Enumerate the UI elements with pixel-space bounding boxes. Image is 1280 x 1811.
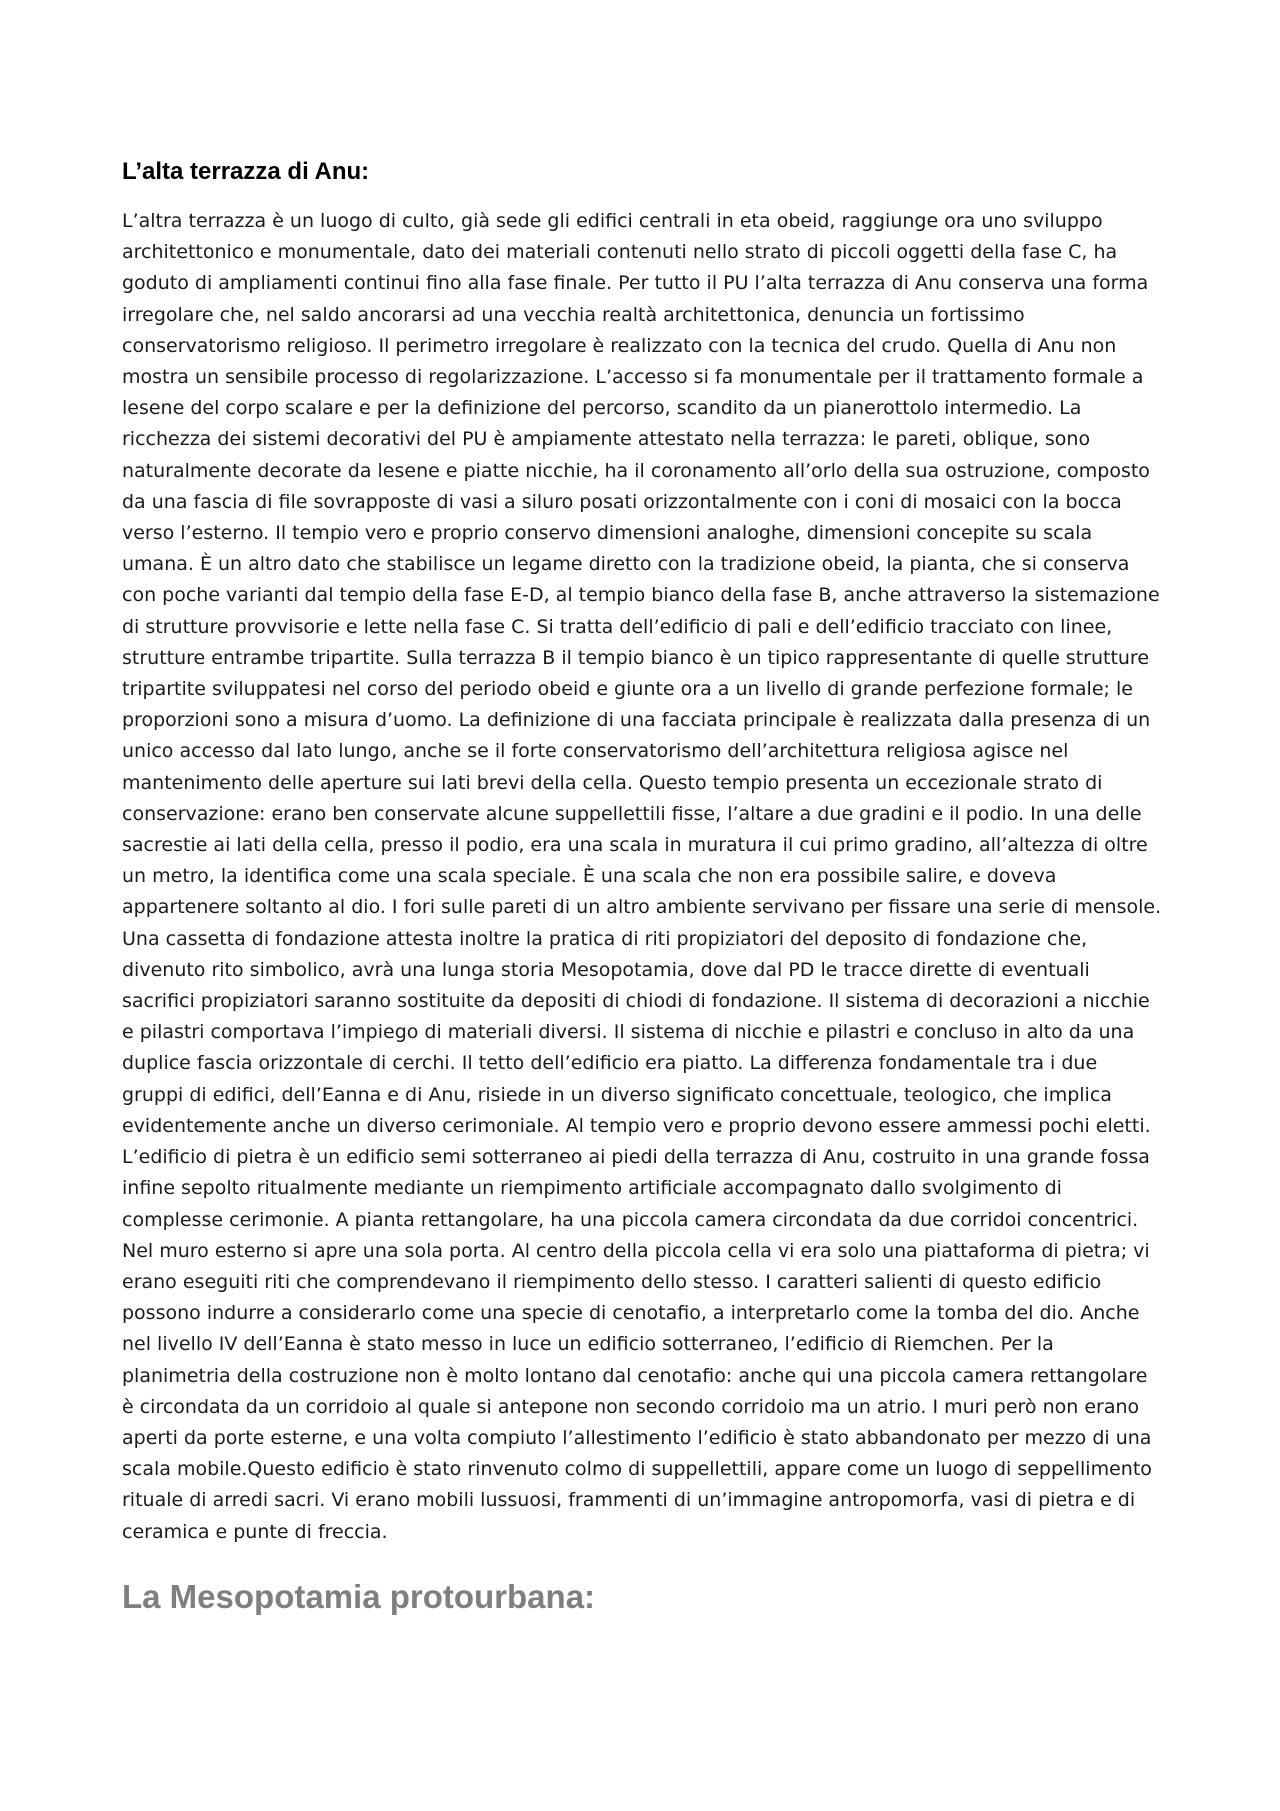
- chapter-heading: La Mesopotamia protourbana:: [122, 1577, 596, 1615]
- body-paragraph: L’altra terrazza è un luogo di culto, già sede gli edifici centrali in eta obeid, raggiunge ora uno sviluppo architettonico e monumentale, dato dei materiali contenuti nello strato di piccoli oggetti della fase C, ha goduto di ampliamenti continui fino alla fase finale. Per tutto il PU l’alta terrazza di Anu conserva una forma irregolare che, nel saldo ancorarsi ad una vecchia realtà architettonica, denuncia un fortissimo conservatorismo religioso. Il perimetro irregolare è realizzato con la tecnica del crudo. Quella di Anu non mostra un sensibile processo di regolarizzazione. L’accesso si fa monumentale per il trattamento formale a lesene del corpo scalare e per la definizione del percorso, scandito da un pianerottolo intermedio. La ricchezza dei sistemi decorativi del PU è ampiamente attestato nella terrazza: le pareti, oblique, sono naturalmente decorate da lesene e piatte nicchie, ha il coronamento all’orlo della sua ostruzione, composto da una fascia di file sovrapposte di vasi a siluro posati orizzontalmente con i coni di mosaici con la bocca verso l’esterno. Il tempio vero e proprio conservo dimensioni analoghe, dimensioni concepite su scala umana. È un altro dato che stabilisce un legame diretto con la tradizione obeid, la pianta, che si conserva con poche varianti dal tempio della fase E-D, al tempio bianco della fase B, anche attraverso la sistemazione di strutture provvisorie e lette nella fase C. Si tratta dell’edificio di pali e dell’edificio tracciato con linee, strutture entrambe tripartite. Sulla terrazza B il tempio bianco è un tipico rappresentante di quelle strutture tripartite sviluppatesi nel corso del periodo obeid e giunte ora a un livello di grande perfezione formale; le proporzioni sono a misura d’uomo. La definizione di una facciata principale è realizzata dalla presenza di un unico accesso dal lato lungo, anche se il forte conservatorismo dell’architettura religiosa agisce nel mantenimento delle aperture sui lati brevi della cella. Questo tempio presenta un eccezionale strato di conservazione: erano ben conservate alcune suppellettili fisse, l’altare a due gradini e il podio. In una delle sacrestie ai lati della cella, presso il podio, era una scala in muratura il cui primo gradino, all’altezza di oltre un metro, la identifica come una scala speciale. È una scala che non era possibile salire, e doveva appartenere soltanto al dio. I fori sulle pareti di un altro ambiente servivano per fissare una serie di mensole. Una cassetta di fondazione attesta inoltre la pratica di riti propiziatori del deposito di fondazione che, divenuto rito simbolico, avrà una lunga storia Mesopotamia, dove dal PD le tracce dirette di eventuali sacrifici propiziatori saranno sostituite da depositi di chiodi di fondazione. Il sistema di decorazioni a nicchie e pilastri comportava l’impiego di materiali diversi. Il sistema di nicchie e pilastri e concluso in alto da una duplice fascia orizzontale di cerchi. Il tetto dell’edificio era piatto. La differenza fondamentale tra i due gruppi di edifici, dell’Eanna e di Anu, risiede in un diverso significato concettuale, teologico, che implica evidentemente anche un diverso cerimoniale. Al tempio vero e proprio devono essere ammessi pochi eletti. L’edificio di pietra è un edificio semi sotterraneo ai piedi della terrazza di Anu, costruito in una grande fossa infine sepolto ritualmente mediante un riempimento artificiale accompagnato dallo svolgimento di complesse cerimonie. A pianta rettangolare, ha una piccola camera circondata da due corridoi concentrici. Nel muro esterno si apre una sola porta. Al centro della piccola cella vi era solo una piattaforma di pietra; vi erano eseguiti riti che comprendevano il riempimento dello stesso. I caratteri salienti di questo edificio possono indurre a considerarlo come una specie di cenotafio, a interpretarlo come la tomba del dio. Anche nel livello IV dell’Eanna è stato messo in luce un edificio sotterraneo, l’edificio di Riemchen. Per la planimetria della costruzione non è molto lontano dal cenotafio: anche qui una piccola camera rettangolare è circondata da un corridoio al quale si antepone non secondo corridoio ma un atrio. I muri però non erano aperti da porte esterne, e una volta compiuto l’allestimento l’edificio è stato abbandonato per mezzo di una scala mobile.Questo edificio è stato rinvenuto colmo di suppellettili, appare come un luogo di seppellimento rituale di arredi sacri. Vi erano mobili lussuosi, frammenti di un’immagine antropomorfa, vasi di pietra e di ceramica e punte di freccia.: [122, 210, 1162, 1543]
- document-content: [122, 156, 1164, 1618]
- section-title: L’alta terrazza di Anu:: [122, 158, 370, 185]
